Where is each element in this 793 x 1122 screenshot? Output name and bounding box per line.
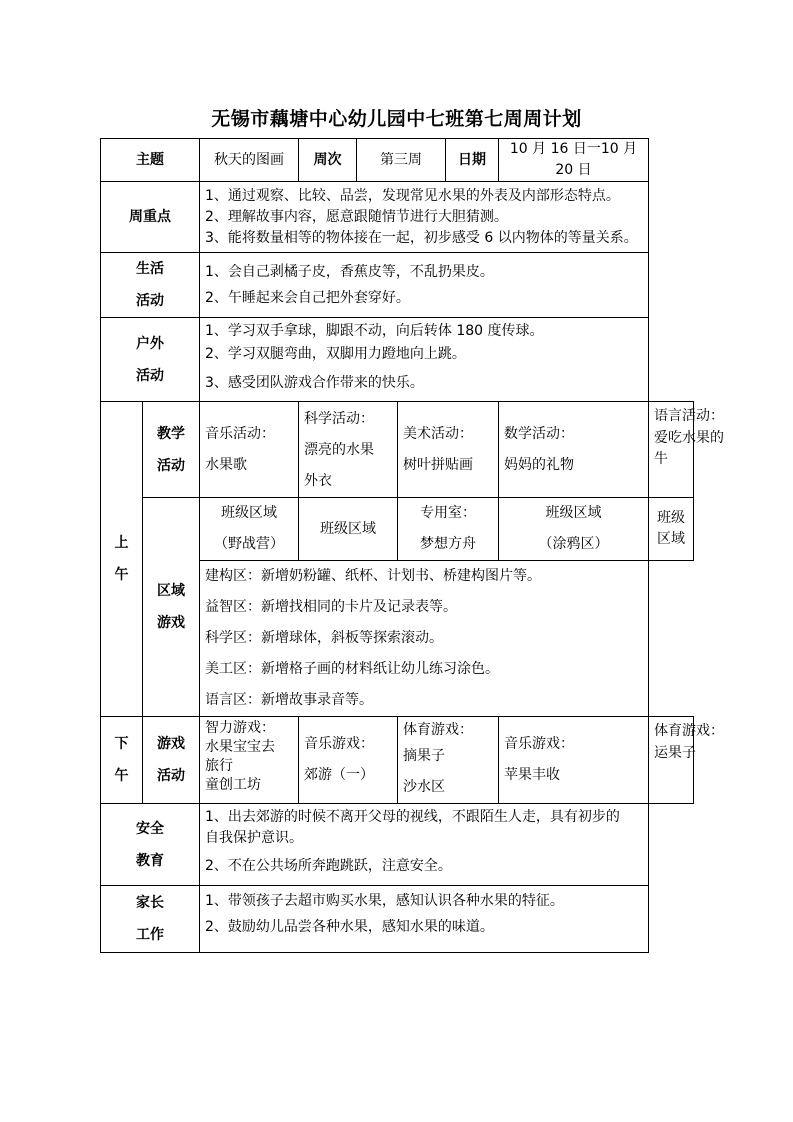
area-item: 益智区：新增找相同的卡片及记录表等。 — [205, 599, 457, 615]
afternoon-label-1: 下 — [114, 736, 129, 752]
focus-label: 周重点 — [101, 182, 200, 253]
game-line: 郊游（一） — [304, 767, 374, 783]
morning-label — [101, 402, 143, 717]
teaching-cell-line: 爱吃水果的 — [654, 430, 724, 446]
teaching-cell-line: 外衣 — [304, 473, 332, 489]
safety-item: 1、出去郊游的时候不离开父母的视线，不跟陌生人走，具有初步的 — [205, 808, 620, 825]
game-line: 摘果子 — [403, 748, 445, 764]
safety-item: 2、不在公共场所奔跑跳跃，注意安全。 — [205, 857, 452, 874]
life-content — [200, 253, 649, 318]
teaching-cell-science — [299, 402, 398, 498]
teaching-cell-math — [499, 402, 649, 498]
games-label-1: 游戏 — [157, 736, 185, 752]
teaching-label-1: 教学 — [157, 425, 185, 442]
life-label-2: 活动 — [136, 293, 164, 309]
teaching-cell-language — [649, 402, 724, 498]
game-line: 音乐游戏： — [304, 736, 374, 752]
teaching-row — [101, 402, 694, 498]
life-item: 2、午睡起来会自己把外套穿好。 — [205, 290, 410, 306]
area-room-line: 班级区域 — [657, 510, 685, 547]
date-value: 10 月 16 日一10 月 20 日 — [499, 139, 649, 182]
games-label — [143, 717, 200, 804]
page-title: 无锡市藕塘中心幼儿园中七班第七周周计划 — [211, 108, 582, 130]
game-line: 体育游戏： — [403, 722, 473, 738]
safety-label — [101, 804, 200, 886]
game-cell — [649, 717, 724, 804]
theme-value: 秋天的图画 — [200, 139, 299, 182]
teaching-label — [143, 402, 200, 498]
game-cell — [499, 717, 649, 804]
focus-row — [101, 182, 694, 253]
teaching-cell-music — [200, 402, 299, 498]
area-room-line: （野战营） — [214, 536, 284, 552]
life-label — [101, 253, 200, 318]
game-line: 智力游戏： — [205, 720, 275, 736]
focus-item: 1、通过观察、比较、品尝，发现常见水果的外表及内部形态特点。 — [205, 187, 620, 204]
area-label — [143, 498, 200, 717]
area-room-cell — [499, 498, 649, 561]
area-rooms-row — [101, 498, 694, 561]
game-line: 沙水区 — [403, 779, 445, 795]
area-room-cell — [200, 498, 299, 561]
game-cell — [398, 717, 499, 804]
area-room-line: 班级区域 — [545, 505, 602, 521]
teaching-cell-line: 数学活动： — [504, 425, 574, 442]
area-item: 科学区：新增球体，斜板等探索滚动。 — [205, 630, 443, 646]
parents-item: 2、鼓励幼儿品尝各种水果，感知水果的味道。 — [205, 919, 494, 935]
games-label-2: 活动 — [157, 768, 185, 784]
week-value: 第三周 — [357, 139, 446, 182]
safety-row — [101, 804, 694, 886]
safety-item: 自我保护意识。 — [205, 829, 303, 846]
morning-label-2: 午 — [114, 567, 129, 583]
game-cell — [299, 717, 398, 804]
area-item: 美工区：新增格子画的材料纸让幼儿练习涂色。 — [205, 661, 499, 677]
area-room-cell — [649, 498, 694, 561]
outdoor-label-2: 活动 — [136, 367, 164, 384]
safety-content — [200, 804, 649, 886]
teaching-cell-line: 树叶拼贴画 — [403, 456, 473, 473]
morning-label-1: 上 — [114, 535, 129, 551]
area-room-line: 梦想方舟 — [420, 536, 476, 552]
afternoon-row — [101, 717, 694, 804]
teaching-label-2: 活动 — [157, 457, 185, 474]
game-line: 童创工坊 — [205, 777, 261, 793]
outdoor-item: 1、学习双手拿球，脚跟不动，向后转体 180 度传球。 — [205, 322, 544, 339]
teaching-cell-line: 水果歌 — [205, 456, 247, 473]
week-label: 周次 — [299, 139, 357, 182]
outdoor-item: 3、感受团队游戏合作带来的快乐。 — [205, 374, 424, 391]
parents-content — [200, 886, 649, 953]
outdoor-label-1: 户外 — [136, 335, 164, 352]
focus-item: 2、理解故事内容，愿意跟随情节进行大胆猜测。 — [205, 208, 508, 225]
area-content — [200, 561, 649, 717]
parents-item: 1、带领孩子去超市购买水果，感知认识各种水果的特征。 — [205, 893, 564, 909]
date-label: 日期 — [446, 139, 499, 182]
game-line: 音乐游戏： — [504, 736, 574, 752]
game-line: 运果子 — [654, 745, 696, 761]
area-room-cell — [299, 498, 398, 561]
game-line: 水果宝宝去 — [205, 739, 275, 755]
area-item: 语言区：新增故事录音等。 — [205, 692, 373, 708]
parents-label — [101, 886, 200, 953]
teaching-cell-line: 妈妈的礼物 — [504, 456, 574, 473]
area-room-cell — [398, 498, 499, 561]
teaching-cell-line: 牛 — [654, 451, 668, 467]
outdoor-item: 2、学习双腿弯曲，双脚用力蹬地向上跳。 — [205, 345, 466, 362]
area-room-line: 班级区域 — [320, 520, 376, 537]
focus-content — [200, 182, 649, 253]
teaching-cell-line: 科学活动： — [304, 411, 374, 427]
parents-label-1: 家长 — [136, 895, 164, 911]
weekly-plan-table — [100, 138, 724, 953]
outdoor-content — [200, 318, 649, 402]
area-item: 建构区：新增奶粉罐、纸杯、计划书、桥建构图片等。 — [205, 568, 541, 584]
area-label-1: 区域 — [157, 583, 185, 599]
safety-label-2: 教育 — [136, 852, 164, 869]
afternoon-label — [101, 717, 143, 804]
teaching-cell-art — [398, 402, 499, 498]
theme-label: 主题 — [101, 139, 200, 182]
header-row — [101, 139, 694, 182]
teaching-cell-line: 美术活动： — [403, 425, 473, 442]
life-label-1: 生活 — [136, 261, 164, 277]
parents-label-2: 工作 — [136, 927, 164, 943]
game-line: 体育游戏： — [654, 723, 724, 739]
game-cell — [200, 717, 299, 804]
teaching-cell-line: 音乐活动： — [205, 425, 275, 442]
teaching-cell-line: 漂亮的水果 — [304, 442, 374, 458]
game-line: 旅行 — [205, 758, 233, 774]
afternoon-label-2: 午 — [114, 768, 129, 784]
parents-row — [101, 886, 694, 953]
area-label-2: 游戏 — [157, 615, 185, 631]
outdoor-label — [101, 318, 200, 402]
teaching-cell-line: 语言活动： — [654, 408, 724, 424]
area-room-line: 班级区域 — [221, 505, 277, 521]
safety-label-1: 安全 — [136, 820, 164, 837]
life-item: 1、会自己剥橘子皮，香蕉皮等，不乱扔果皮。 — [205, 264, 494, 280]
life-row — [101, 253, 694, 318]
area-room-line: （涂鸦区） — [538, 536, 609, 552]
game-line: 苹果丰收 — [504, 767, 560, 783]
outdoor-row — [101, 318, 694, 402]
focus-item: 3、能将数量相等的物体接在一起，初步感受 6 以内物体的等量关系。 — [205, 229, 638, 246]
area-room-line: 专用室： — [420, 505, 476, 521]
